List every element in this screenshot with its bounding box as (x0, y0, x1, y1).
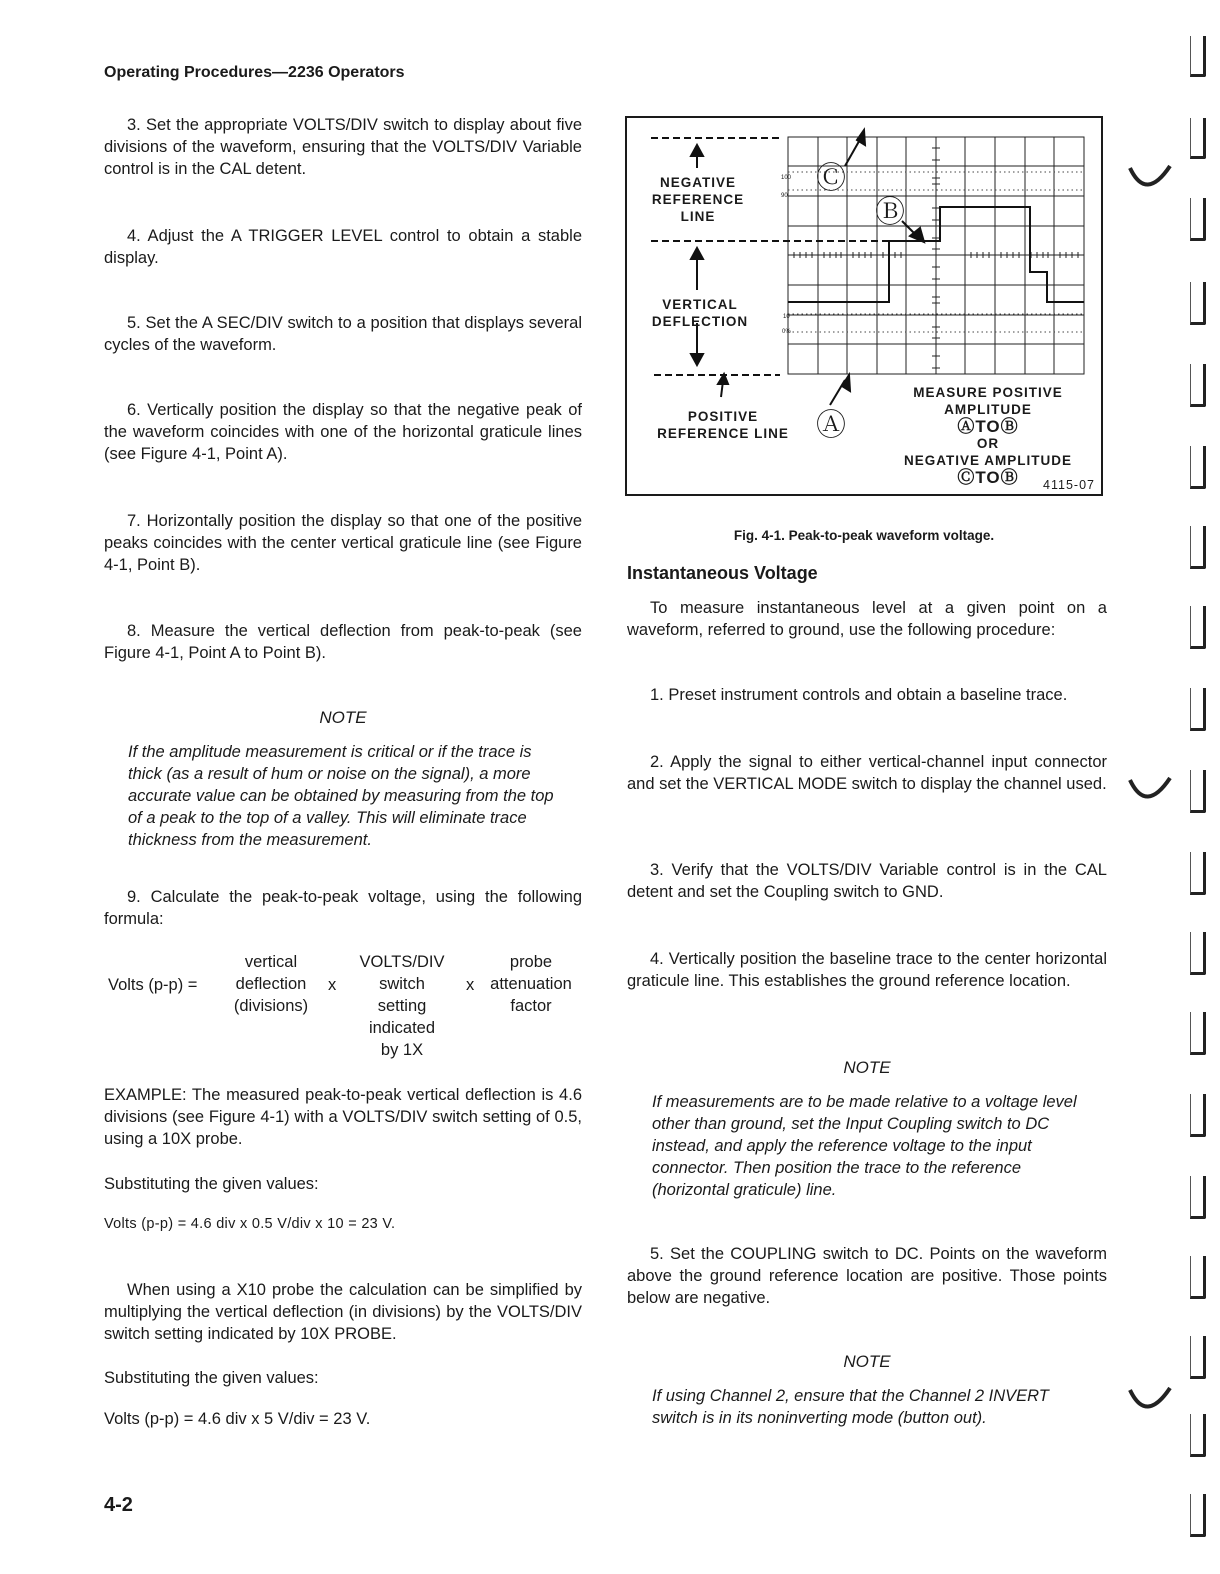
binder-hole-mark (1124, 768, 1174, 814)
right-step-1: 1. Preset instrument controls and obtain a baseline trace. (650, 686, 1068, 704)
binder-tab-mark (1190, 1414, 1206, 1457)
binder-tab-mark (1190, 688, 1206, 731)
point-c-marker: Ⓒ (816, 162, 846, 195)
graticule-label-90: 90 (781, 193, 788, 199)
formula-term-probe: probe attenuation factor (490, 953, 572, 1015)
left-step-3: 3. Set the appropriate VOLTS/DIV switch to display about five divisions of the waveform, ensuring that the VOLTS/DIV Variable control is in the CAL detent. (104, 116, 582, 178)
formula-term-deflection: vertical deflection (divisions) (233, 953, 309, 1015)
right-step-4: 4. Vertically position the baseline trace to the center horizontal graticule line. This establishes the ground reference location. (627, 950, 1107, 990)
binder-tab-mark (1190, 364, 1206, 407)
binder-tab-mark (1190, 282, 1206, 325)
left-step-6: 6. Vertically position the display so that the negative peak of the waveform coincides with one of the horizontal graticule lines (see Figure 4-1, Point A). (104, 401, 582, 463)
example-text: EXAMPLE: The measured peak-to-peak vertical deflection is 4.6 divisions (see Figure 4-1) with a VOLTS/DIV switch setting of 0.5, using a 10X probe. (104, 1086, 582, 1148)
binder-tab-mark (1190, 1094, 1206, 1137)
calculation-1: Volts (p-p) = 4.6 div x 0.5 V/div x 10 = 23 V. (104, 1216, 396, 1232)
binder-tab-mark (1190, 1494, 1206, 1537)
section-heading-instantaneous-voltage: Instantaneous Voltage (627, 563, 818, 583)
figure-id: 4115-07 (1043, 478, 1095, 492)
graticule-label-100: 100 (781, 175, 792, 181)
running-header: Operating Procedures—2236 Operators (104, 64, 405, 81)
formula-lhs: Volts (p-p) = (108, 976, 198, 994)
left-note-body: If the amplitude measurement is critical or if the trace is thick (as a result of hum or noise on the signal), a more accurate value can be obtained by measuring from the top of a peak to the top of a valley. This will eliminate trace thickness from the measurement. (128, 743, 554, 849)
binder-tab-mark (1190, 1336, 1206, 1379)
binder-hole-mark (1124, 156, 1174, 202)
positive-reference-label: POSITIVE REFERENCE LINE (657, 409, 789, 441)
formula-times-1: x (328, 976, 337, 994)
calculation-2: Volts (p-p) = 4.6 div x 5 V/div = 23 V. (104, 1410, 371, 1428)
binder-tab-mark (1190, 198, 1206, 241)
binder-tab-mark (1190, 1012, 1206, 1055)
formula-term-voltsdiv: VOLTS/DIV switch setting indicated by 1X (359, 953, 445, 1059)
right-note-2-title: NOTE (843, 1352, 891, 1371)
vertical-deflection-label: VERTICAL DEFLECTION (651, 297, 749, 329)
measure-instructions: MEASURE POSITIVE AMPLITUDE ⒶTOⒷ OR NEGATIVE AMPLITUDE ⒸTOⒷ (903, 385, 1072, 487)
left-note-title: NOTE (319, 708, 367, 727)
right-step-2: 2. Apply the signal to either vertical-channel input connector and set the VERTICAL MODE switch to display the channel used. (627, 753, 1107, 793)
binder-tab-mark (1190, 1176, 1206, 1219)
figure-4-1 (625, 116, 1103, 496)
right-step-5: 5. Set the COUPLING switch to DC. Points on the waveform above the ground reference location are positive. Those points below are negative. (627, 1245, 1107, 1307)
binder-tab-mark (1190, 770, 1206, 813)
voltage-formula (104, 951, 584, 1066)
binder-hole-mark (1124, 1378, 1174, 1424)
graticule-label-0: 0% (782, 329, 791, 335)
binder-tab-mark (1190, 932, 1206, 975)
negative-reference-label: NEGATIVE REFERENCE LINE (651, 175, 745, 224)
left-step-5: 5. Set the A SEC/DIV switch to a position that displays several cycles of the waveform. (104, 314, 582, 354)
left-step-9: 9. Calculate the peak-to-peak voltage, using the following formula: (104, 888, 582, 928)
binder-tab-mark (1190, 606, 1206, 649)
binder-tab-mark (1190, 118, 1206, 159)
right-note-1-body: If measurements are to be made relative to a voltage level other than ground, set the Input Coupling switch to DC instead, and apply the reference voltage to the input connector. Then position the trace to the reference (horizontal graticule) line. (652, 1093, 1077, 1199)
instantaneous-intro: To measure instantaneous level at a given point on a waveform, referred to ground, use the following procedure: (627, 599, 1107, 639)
right-step-3: 3. Verify that the VOLTS/DIV Variable control is in the CAL detent and set the Coupling switch to GND. (627, 861, 1107, 901)
binder-tab-mark (1190, 36, 1206, 77)
right-note-1-title: NOTE (843, 1058, 891, 1077)
binder-tab-mark (1190, 1256, 1206, 1299)
binder-tab-mark (1190, 852, 1206, 895)
binder-tab-mark (1190, 446, 1206, 489)
figure-caption: Fig. 4-1. Peak-to-peak waveform voltage. (733, 528, 995, 543)
substitution-label-2: Substituting the given values: (104, 1369, 319, 1387)
left-step-4: 4. Adjust the A TRIGGER LEVEL control to obtain a stable display. (104, 227, 582, 267)
point-b-marker: Ⓑ (875, 196, 905, 229)
point-a-marker: Ⓐ (816, 409, 846, 442)
substitution-label-1: Substituting the given values: (104, 1175, 319, 1193)
graticule-label-10: 10 (783, 314, 790, 320)
right-note-2-body: If using Channel 2, ensure that the Channel 2 INVERT switch is in its noninverting mode (button out). (652, 1387, 1049, 1427)
x10-probe-text: When using a X10 probe the calculation can be simplified by multiplying the vertical deflection (in divisions) by the VOLTS/DIV switch setting indicated by 10X PROBE. (104, 1281, 582, 1343)
page-number: 4-2 (104, 1494, 133, 1516)
left-step-8: 8. Measure the vertical deflection from peak-to-peak (see Figure 4-1, Point A to Point B). (104, 622, 582, 662)
formula-times-2: x (466, 976, 475, 994)
left-step-7: 7. Horizontally position the display so that one of the positive peaks coincides with the center vertical graticule line (see Figure 4-1, Point B). (104, 512, 582, 574)
binder-tab-mark (1190, 526, 1206, 569)
